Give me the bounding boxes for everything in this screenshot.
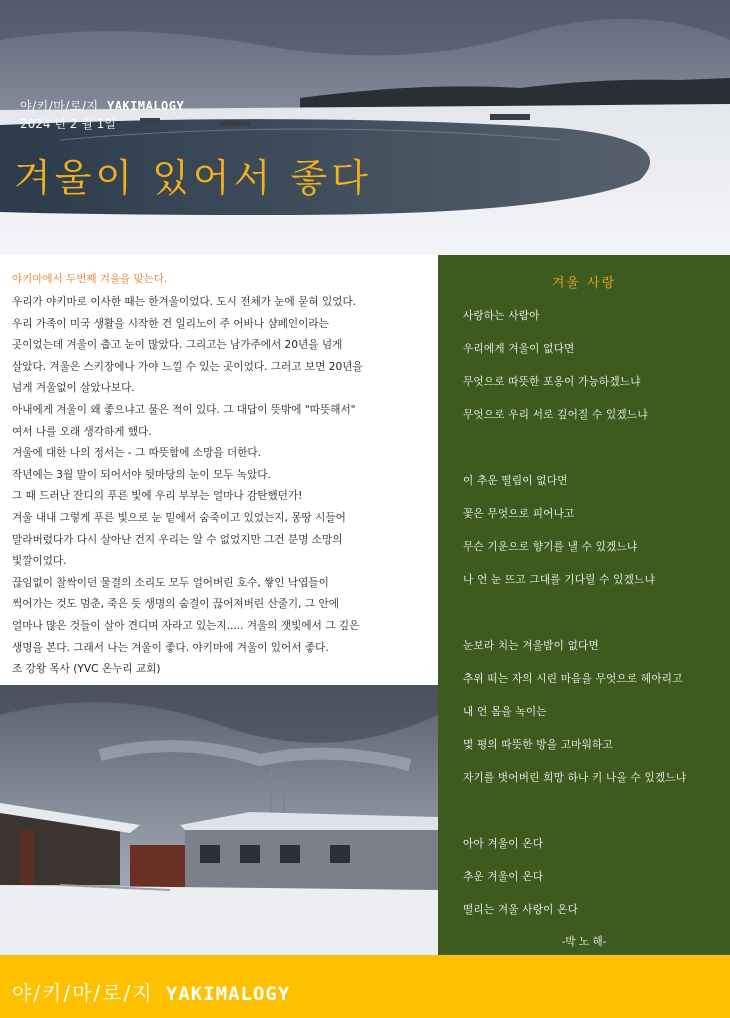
poem-line: 꽃은 무엇으로 피어나고 xyxy=(463,508,575,520)
issue-date: 2024 년 2 월 1일 xyxy=(20,117,116,131)
article-line: 살았다. 겨울은 스키장에나 가야 느낄 수 있는 곳이었다. 그러고 보면 20년을 xyxy=(12,360,363,373)
poem-line: 내 언 몸을 녹이는 xyxy=(463,706,547,718)
article-line: 겨울 내내 그렇게 푸른 빛으로 눈 밑에서 숨죽이고 있었는지, 몽땅 시들어 xyxy=(12,511,346,524)
poem-line: 이 추운 떨림이 없다면 xyxy=(463,475,568,487)
poem-line: 사랑하는 사람아 xyxy=(463,310,540,322)
article-line: 그 때 드러난 잔디의 푸른 빛에 우리 부부는 얼마나 감탄했던가! xyxy=(12,490,303,503)
poem-line: 우리에게 겨울이 없다면 xyxy=(463,343,575,355)
poem-line: 나 언 눈 뜨고 그대를 기다릴 수 있겠느냐 xyxy=(463,574,655,586)
page-title: 겨울이 있어서 좋다 xyxy=(14,156,372,200)
poem-line: 추운 겨울이 온다 xyxy=(463,871,544,883)
poem-line: 몇 평의 따뜻한 방을 고마워하고 xyxy=(463,739,613,751)
brand-korean: 야/키/마/로/지 xyxy=(20,99,99,113)
poem-line: 눈보라 치는 겨울밤이 없다면 xyxy=(463,640,599,652)
article-lead: 야키마에서 두번째 겨울을 맞는다. xyxy=(12,273,168,285)
poem-line: 무엇으로 따뜻한 포옹이 가능하겠느냐 xyxy=(463,376,641,388)
footer-brand-latin: YAKIMALOGY xyxy=(165,983,291,1005)
brand-latin: YAKIMALOGY xyxy=(106,99,185,113)
poem-panel xyxy=(438,255,730,955)
poem-line: 자기를 벗어버린 희망 하나 키 나올 수 있겠느냐 xyxy=(463,772,687,784)
article-line: 얼마나 많은 것들이 살아 견디며 자라고 있는지..... 겨울의 잿빛에서 그 깊은 xyxy=(12,619,360,632)
poem-author: -박 노 해- xyxy=(561,936,607,948)
article-line: 빛깔이었다. xyxy=(12,555,67,568)
article-line: 넘게 겨울없이 살았나보다. xyxy=(12,382,135,395)
article-line: 우리가 야키마로 이사한 때는 한겨울이었다. 도시 전체가 눈에 묻혀 있었다. xyxy=(12,296,357,308)
article-line: 썩어가는 것도 멈춘, 죽은 듯 생명의 숨결이 끊어져버린 산줄기, 그 안에 xyxy=(12,598,339,611)
poem-line: 아아 겨울이 온다 xyxy=(463,838,544,850)
article-line: 작년에는 3월 말이 되어서야 뒷마당의 눈이 모두 녹았다. xyxy=(12,468,271,481)
poem-line: 떨리는 겨울 사랑이 온다 xyxy=(463,904,579,916)
article-line: 끊임없이 찰싹이던 물결의 소리도 모두 얼어버린 호수, 쌓인 낙엽들이 xyxy=(12,576,329,589)
poem-line: 무슨 기운으로 향기를 낼 수 있겠느냐 xyxy=(463,541,638,553)
header-banner xyxy=(0,0,730,255)
article-line: 여서 나를 오래 생각하게 했다. xyxy=(12,425,152,438)
article-signature: 조 강왕 목사 (YVC 온누리 교회) xyxy=(12,663,161,676)
article-line: 우리 가족이 미국 생활을 시작한 건 일리노이 주 어바나 샴페인이라는 xyxy=(12,317,329,330)
poem-line: 추위 떠는 자의 시린 마음을 무엇으로 헤아리고 xyxy=(463,673,683,685)
poem-line: 무엇으로 우리 서로 깊어질 수 있겠느냐 xyxy=(463,409,648,421)
church-snow-photo xyxy=(0,685,438,955)
brand-line xyxy=(20,97,184,114)
article-line: 아내에게 겨울이 왜 좋으냐고 물은 적이 있다. 그 대답이 뜻밖에 "따뜻해서" xyxy=(12,403,356,416)
article-line: 곳이었는데 겨울이 춥고 눈이 많았다. 그리고는 남가주에서 20년을 넘게 xyxy=(12,339,343,352)
article-line: 생명을 본다. 그래서 나는 겨울이 좋다. 야키마에 겨울이 있어서 좋다. xyxy=(12,641,329,654)
article xyxy=(0,255,438,685)
church-photo xyxy=(0,685,438,955)
footer-bar xyxy=(0,955,730,1018)
footer-brand-korean: 야/키/마/로/지 xyxy=(12,981,154,1005)
poem-title: 겨울 사랑 xyxy=(551,276,617,291)
footer-brand xyxy=(12,977,290,1006)
article-line: 말라버렸다가 다시 살아난 건지 우리는 알 수 없었지만 그건 분명 소망의 xyxy=(12,533,343,546)
article-line: 겨울에 대한 나의 정서는 - 그 따뜻함에 소망을 더한다. xyxy=(12,447,262,460)
article-body xyxy=(12,292,426,681)
